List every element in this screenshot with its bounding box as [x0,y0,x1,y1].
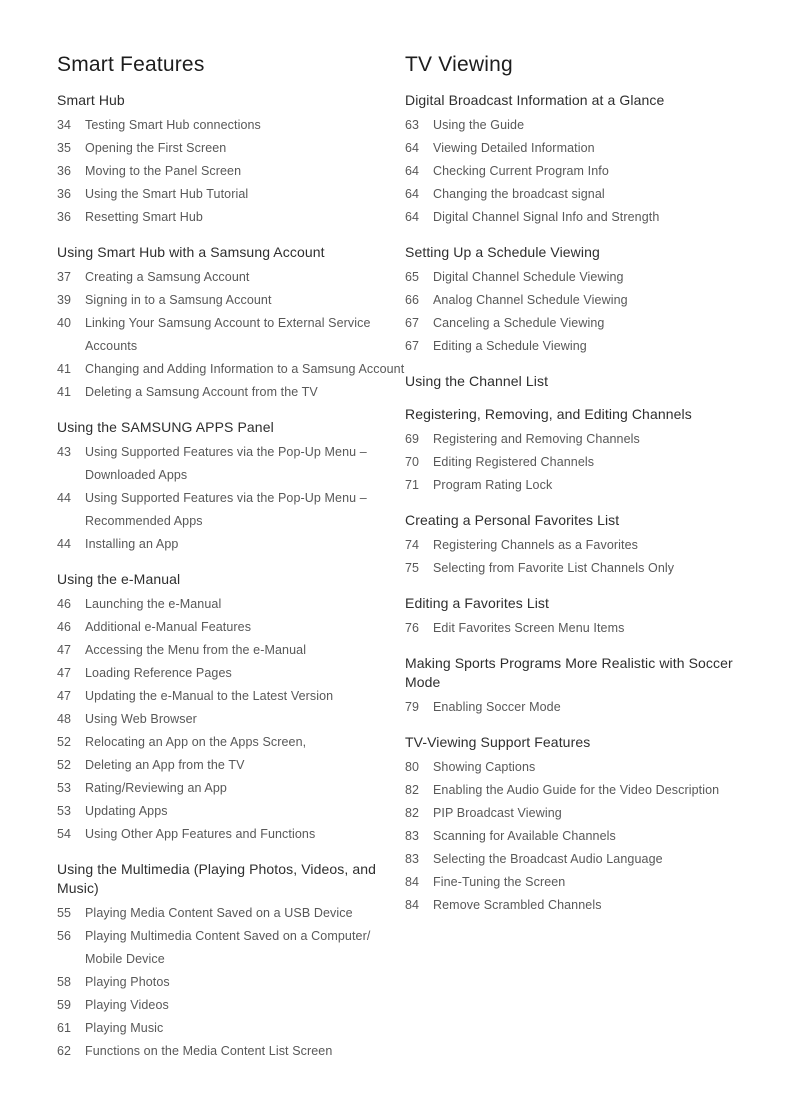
entry-page-number: 61 [57,1021,71,1036]
entry-title: Program Rating Lock [433,478,553,493]
toc-section [405,594,765,640]
entry-title: Linking Your Samsung Account to External Service Accounts [85,316,371,354]
section-heading: Using Smart Hub with a Samsung Account [57,244,325,261]
toc-section [405,511,765,580]
entry-page-number: 53 [57,804,71,819]
toc-entry[interactable] [405,114,765,137]
toc-entry[interactable] [57,312,405,358]
entry-title: Resetting Smart Hub [85,210,203,225]
toc-entry[interactable] [57,994,405,1017]
entry-page-number: 48 [57,712,71,727]
entry-title: Playing Multimedia Content Saved on a Computer/ Mobile Device [85,929,371,967]
entry-title: Viewing Detailed Information [433,141,595,156]
entry-title: Selecting from Favorite List Channels Only [433,561,675,576]
toc-entry[interactable] [405,779,765,802]
entry-page-number: 63 [405,118,419,133]
toc-entry[interactable] [57,902,405,925]
toc-section [405,733,765,917]
toc-entry[interactable] [57,1040,405,1063]
toc-section [405,405,765,497]
entry-title: Updating Apps [85,804,168,819]
entry-title: Functions on the Media Content List Screen [85,1044,333,1059]
entry-page-number: 67 [405,339,419,354]
toc-section [57,860,405,1063]
toc-entry[interactable] [405,428,765,451]
section-heading: Using the Multimedia (Playing Photos, Videos, and Music) [57,861,377,897]
entry-page-number: 58 [57,975,71,990]
entry-page-number: 46 [57,620,71,635]
section-heading: TV-Viewing Support Features [405,734,591,751]
entry-title: Using the Smart Hub Tutorial [85,187,249,202]
section-heading: Using the e-Manual [57,571,181,588]
toc-entry[interactable] [405,802,765,825]
entry-title: Digital Channel Schedule Viewing [433,270,624,285]
entry-title: Relocating an App on the Apps Screen, [85,735,307,750]
entry-title: Enabling the Audio Guide for the Video Description [433,783,720,798]
entry-page-number: 83 [405,852,419,867]
toc-entry[interactable] [57,971,405,994]
entry-page-number: 84 [405,875,419,890]
toc-entry[interactable] [57,160,405,183]
entry-page-number: 79 [405,700,419,715]
toc-entry[interactable] [57,289,405,312]
section-heading: Registering, Removing, and Editing Channels [405,406,692,423]
entry-title: Scanning for Available Channels [433,829,616,844]
section-heading: Smart Hub [57,92,125,109]
toc-entry[interactable] [57,206,405,229]
toc-entry[interactable] [405,289,765,312]
entry-page-number: 67 [405,316,419,331]
entry-title: Changing and Adding Information to a Samsung Account [85,362,405,377]
section-heading: Setting Up a Schedule Viewing [405,244,600,261]
toc-entry[interactable] [57,731,405,754]
entry-page-number: 47 [57,666,71,681]
toc-entry[interactable] [57,925,405,971]
section-heading: Making Sports Programs More Realistic with Soccer Mode [405,655,733,691]
entry-page-number: 66 [405,293,419,308]
entry-title: Deleting an App from the TV [85,758,245,773]
entry-title: Checking Current Program Info [433,164,609,179]
toc-entry[interactable] [405,617,765,640]
entry-page-number: 69 [405,432,419,447]
toc-entry[interactable] [57,358,405,381]
entry-title: Using Supported Features via the Pop-Up Menu – Recommended Apps [85,491,367,529]
entry-page-number: 70 [405,455,419,470]
entry-page-number: 82 [405,783,419,798]
section-heading: Digital Broadcast Information at a Glance [405,92,665,109]
entry-page-number: 83 [405,829,419,844]
entry-page-number: 76 [405,621,419,636]
toc-entry[interactable] [405,312,765,335]
entry-page-number: 62 [57,1044,71,1059]
section-heading: Using the Channel List [405,373,549,390]
toc-section [405,243,765,358]
toc-entry[interactable] [405,534,765,557]
entry-title: Using the Guide [433,118,525,133]
entry-page-number: 36 [57,210,71,225]
entry-title: Canceling a Schedule Viewing [433,316,605,331]
entry-title: Accessing the Menu from the e-Manual [85,643,307,658]
entry-title: Remove Scrambled Channels [433,898,602,913]
toc-entry[interactable] [57,662,405,685]
entry-title: Testing Smart Hub connections [85,118,261,133]
toc-entry[interactable] [405,206,765,229]
toc-entry[interactable] [57,639,405,662]
toc-entry[interactable] [57,754,405,777]
entry-title: Editing a Schedule Viewing [433,339,587,354]
toc-entry[interactable] [57,114,405,137]
entry-title: Loading Reference Pages [85,666,232,681]
toc-entry[interactable] [405,137,765,160]
entry-page-number: 52 [57,735,71,750]
toc-entry[interactable] [57,708,405,731]
entry-page-number: 64 [405,187,419,202]
entry-title: Installing an App [85,537,179,552]
entry-page-number: 64 [405,164,419,179]
entry-page-number: 36 [57,187,71,202]
entry-page-number: 47 [57,689,71,704]
entry-page-number: 37 [57,270,71,285]
entry-title: Rating/Reviewing an App [85,781,227,796]
entry-page-number: 82 [405,806,419,821]
entry-title: Registering and Removing Channels [433,432,640,447]
toc-section [57,243,405,404]
entry-page-number: 36 [57,164,71,179]
section-heading: Using the SAMSUNG APPS Panel [57,419,274,436]
entry-page-number: 40 [57,316,71,331]
toc-entry[interactable] [57,137,405,160]
entry-title: Using Other App Features and Functions [85,827,316,842]
toc-entry[interactable] [57,381,405,404]
entry-page-number: 64 [405,210,419,225]
entry-page-number: 39 [57,293,71,308]
entry-title: Playing Media Content Saved on a USB Device [85,906,353,921]
entry-page-number: 52 [57,758,71,773]
entry-title: Changing the broadcast signal [433,187,605,202]
toc-section [57,418,405,556]
entry-title: Additional e-Manual Features [85,620,252,635]
entry-page-number: 44 [57,491,71,506]
toc-column-right [405,53,765,917]
entry-title: Digital Channel Signal Info and Strength [433,210,660,225]
entry-title: Updating the e-Manual to the Latest Version [85,689,334,704]
entry-title: Playing Videos [85,998,169,1013]
toc-section [405,372,765,391]
toc-entry[interactable] [405,848,765,871]
entry-title: Creating a Samsung Account [85,270,250,285]
toc-entry[interactable] [57,487,405,533]
section-heading: Editing a Favorites List [405,595,550,612]
entry-title: Enabling Soccer Mode [433,700,561,715]
toc-entry[interactable] [57,441,405,487]
entry-page-number: 47 [57,643,71,658]
toc-entry[interactable] [405,451,765,474]
entry-title: PIP Broadcast Viewing [433,806,562,821]
toc-entry[interactable] [405,474,765,497]
column-title: Smart Features [57,53,205,76]
entry-page-number: 56 [57,929,71,944]
entry-title: Playing Photos [85,975,170,990]
toc-entry[interactable] [405,871,765,894]
entry-page-number: 54 [57,827,71,842]
toc-entry[interactable] [57,777,405,800]
entry-title: Signing in to a Samsung Account [85,293,272,308]
toc-column-left [57,53,405,1063]
entry-title: Deleting a Samsung Account from the TV [85,385,318,400]
toc-entry[interactable] [405,335,765,358]
toc-section [405,654,765,719]
entry-page-number: 41 [57,362,71,377]
toc-entry[interactable] [57,593,405,616]
toc-entry[interactable] [405,183,765,206]
entry-title: Analog Channel Schedule Viewing [433,293,628,308]
entry-page-number: 75 [405,561,419,576]
toc-entry[interactable] [57,800,405,823]
section-heading: Creating a Personal Favorites List [405,512,620,529]
entry-title: Opening the First Screen [85,141,227,156]
entry-page-number: 84 [405,898,419,913]
toc-entry[interactable] [57,533,405,556]
entry-title: Moving to the Panel Screen [85,164,242,179]
entry-title: Showing Captions [433,760,536,775]
toc-section [57,570,405,846]
toc-entry[interactable] [57,183,405,206]
entry-page-number: 74 [405,538,419,553]
entry-page-number: 44 [57,537,71,552]
entry-title: Using Supported Features via the Pop-Up Menu – Downloaded Apps [85,445,367,483]
entry-title: Using Web Browser [85,712,197,727]
entry-title: Launching the e-Manual [85,597,222,612]
entry-title: Edit Favorites Screen Menu Items [433,621,625,636]
entry-page-number: 35 [57,141,71,156]
column-title: TV Viewing [405,53,513,76]
entry-title: Fine-Tuning the Screen [433,875,566,890]
toc-entry[interactable] [57,1017,405,1040]
toc-entry[interactable] [57,266,405,289]
toc-entry[interactable] [57,823,405,846]
toc-entry[interactable] [405,825,765,848]
toc-section [405,91,765,229]
entry-page-number: 46 [57,597,71,612]
toc-entry[interactable] [405,894,765,917]
toc-entry[interactable] [405,696,765,719]
entry-title: Editing Registered Channels [433,455,595,470]
entry-page-number: 65 [405,270,419,285]
entry-page-number: 59 [57,998,71,1013]
entry-title: Selecting the Broadcast Audio Language [433,852,663,867]
toc-section [57,91,405,229]
entry-title: Registering Channels as a Favorites [433,538,638,553]
entry-page-number: 80 [405,760,419,775]
toc-entry[interactable] [57,616,405,639]
entry-page-number: 34 [57,118,71,133]
toc-entry[interactable] [405,756,765,779]
toc-entry[interactable] [405,266,765,289]
entry-page-number: 64 [405,141,419,156]
entry-page-number: 41 [57,385,71,400]
entry-title: Playing Music [85,1021,164,1036]
entry-page-number: 53 [57,781,71,796]
entry-page-number: 43 [57,445,71,460]
entry-page-number: 55 [57,906,71,921]
entry-page-number: 71 [405,478,419,493]
toc-entry[interactable] [57,685,405,708]
toc-entry[interactable] [405,557,765,580]
toc-entry[interactable] [405,160,765,183]
toc-columns [57,53,765,1063]
